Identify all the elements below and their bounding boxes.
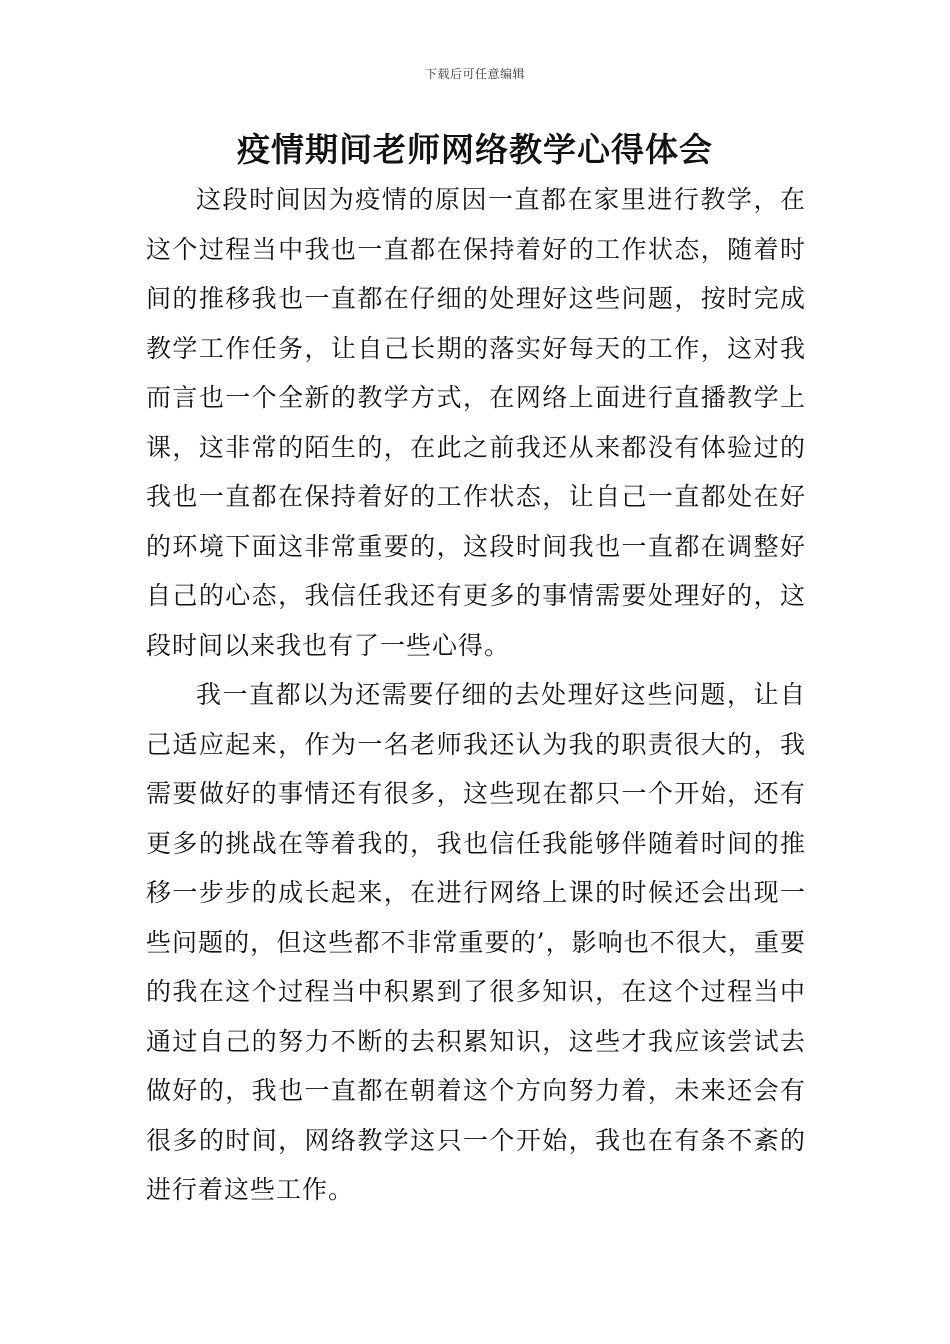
paragraph-1: 这段时间因为疫情的原因一直都在家里进行教学，在这个过程当中我也一直都在保持着好的工作状态，随着时间的推移我也一直都在仔细的处理好这些问题，按时完成教学工作任务，让自己长期的落实好每天的工作，这对我而言也一个全新的教学方式，在网络上面进行直播教学上课，这非常的陌生的，在此之前我还从来都没有体验过的我也一直都在保持着好的工作状态，让自己一直都处在好的环境下面这非常重要的，这段时间我也一直都在调整好自己的心态，我信任我还有更多的事情需要处理好的，这段时间以来我也有了一些心得。 — [146, 185, 806, 660]
document-body — [146, 175, 806, 1215]
header-note: 下载后可任意编辑 — [424, 67, 525, 81]
document-title: 疫情期间老师网络教学心得体会 — [237, 130, 713, 169]
paragraph-2: 我一直都以为还需要仔细的去处理好这些问题，让自己适应起来，作为一名老师我还认为我的职责很大的，我需要做好的事情还有很多，这些现在都只一个开始，还有更多的挑战在等着我的，我也信任我能够伴随着时间的推移一步步的成长起来，在进行网络上课的时候还会出现一些问题的，但这些都不非常重要的’，影响也不很大，重要的我在这个过程当中积累到了很多知识，在这个过程当中通过自己的努力不断的去积累知识，这些才我应该尝试去做好的，我也一直都在朝着这个方向努力着，未来还会有很多的时间，网络教学这只一个开始，我也在有条不紊的进行着这些工作。 — [146, 680, 806, 1204]
